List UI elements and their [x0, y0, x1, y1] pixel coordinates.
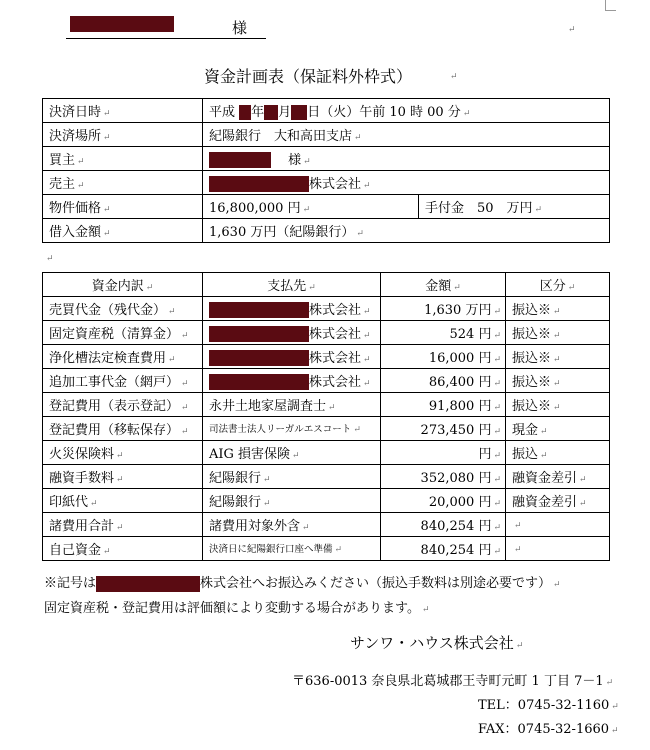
company-address: 〒636-0013 奈良県北葛城郡王寺町元町 1 丁目 7－1 ↵: [292, 674, 614, 689]
fund-item: 火災保険料 ↵: [43, 441, 203, 465]
settle-date-label: 決済日時 ↵: [43, 99, 203, 123]
table-row: [43, 465, 610, 489]
settle-place-label: 決済場所 ↵: [43, 123, 203, 147]
fund-payee: 株式会社 ↵: [203, 297, 381, 321]
buyer-redaction: [209, 152, 271, 168]
table-row: [43, 417, 610, 441]
document-title: 資金計画表（保証料外枠式）: [204, 67, 413, 86]
table-row: [43, 489, 610, 513]
loan-label: 借入金額 ↵: [43, 219, 203, 243]
table-row: [43, 537, 610, 561]
fund-category: 融資金差引 ↵: [506, 465, 610, 489]
company-name: サンワ・ハウス株式会社 ↵: [350, 634, 524, 652]
table-row: [43, 393, 610, 417]
table-row: [43, 369, 610, 393]
fund-category: 振込※ ↵: [506, 321, 610, 345]
settlement-info-table: [42, 98, 610, 243]
fund-category: 振込※ ↵: [506, 369, 610, 393]
funds-body: [43, 297, 610, 561]
payee-redaction: [209, 302, 309, 318]
header-amount: 金額 ↵: [381, 273, 506, 297]
fund-item: 諸費用合計 ↵: [43, 513, 203, 537]
payee-redaction: [209, 374, 309, 390]
company-fax: FAX：0745-32-1660 ↵: [478, 722, 619, 737]
fund-category: ↵: [506, 537, 610, 561]
table-row: [43, 219, 610, 243]
fund-item: 登記費用（移転保存） ↵: [43, 417, 203, 441]
fund-payee: 株式会社 ↵: [203, 369, 381, 393]
header-payee: 支払先 ↵: [203, 273, 381, 297]
settle-place-value: 紀陽銀行 大和高田支店 ↵: [203, 123, 610, 147]
fund-payee: 決済日に紀陽銀行口座へ準備 ↵: [203, 537, 381, 561]
fund-category: ↵: [506, 513, 610, 537]
table-row: [43, 297, 610, 321]
fund-amount: 840,254 円 ↵: [381, 513, 506, 537]
fund-amount: 91,800 円 ↵: [381, 393, 506, 417]
fund-amount: 86,400 円 ↵: [381, 369, 506, 393]
table-row: [43, 513, 610, 537]
fund-item: 登記費用（表示登記） ↵: [43, 393, 203, 417]
fund-payee: AIG 損害保険 ↵: [203, 441, 381, 465]
funds-table: [42, 272, 610, 561]
table-row: [43, 195, 610, 219]
paragraph-mark: ↵: [568, 25, 576, 35]
price-label: 物件価格 ↵: [43, 195, 203, 219]
fund-amount: 1,630 万円 ↵: [381, 297, 506, 321]
seller-redaction: [209, 176, 309, 192]
buyer-value: 様 ↵: [203, 147, 610, 171]
fund-item: 追加工事代金（網戸） ↵: [43, 369, 203, 393]
payee-redaction: [209, 326, 309, 342]
header-item: 資金内訳 ↵: [43, 273, 203, 297]
fund-item: 自己資金 ↵: [43, 537, 203, 561]
addressee-honorific: 様: [232, 19, 248, 37]
fund-category: 現金 ↵: [506, 417, 610, 441]
price-value: 16,800,000 円 ↵: [203, 195, 419, 219]
table-row: [43, 321, 610, 345]
payee-redaction: [209, 350, 309, 366]
note-transfer: ※記号は 株式会社へお振込みください（振込手数料は別途必要です） ↵: [44, 576, 561, 591]
fund-amount: 20,000 円 ↵: [381, 489, 506, 513]
seller-value: 株式会社 ↵: [203, 171, 610, 195]
fund-amount: 352,080 円 ↵: [381, 465, 506, 489]
header-category: 区分 ↵: [506, 273, 610, 297]
fund-category: 振込※ ↵: [506, 297, 610, 321]
fund-amount: 840,254 円 ↵: [381, 537, 506, 561]
table-row: [43, 171, 610, 195]
fund-payee: 株式会社 ↵: [203, 321, 381, 345]
page-corner-mark: [605, 0, 616, 11]
table-row: [43, 441, 610, 465]
note-variation: 固定資産税・登記費用は評価額により変動する場合があります。 ↵: [44, 601, 430, 616]
fund-amount: 16,000 円 ↵: [381, 345, 506, 369]
table-row: [43, 99, 610, 123]
table-row: [43, 123, 610, 147]
fund-item: 印紙代 ↵: [43, 489, 203, 513]
fund-payee: 永井土地家屋調査士 ↵: [203, 393, 381, 417]
fund-amount: 524 円 ↵: [381, 321, 506, 345]
fund-payee: 諸費用対象外含 ↵: [203, 513, 381, 537]
funds-header-row: [43, 273, 610, 297]
settle-date-value: 平成 年 月 日（火）午前 10 時 00 分 ↵: [203, 99, 610, 123]
fund-category: 融資金差引 ↵: [506, 489, 610, 513]
table-row: [43, 345, 610, 369]
fund-payee: 紀陽銀行 ↵: [203, 489, 381, 513]
loan-value: 1,630 万円（紀陽銀行） ↵: [203, 219, 610, 243]
paragraph-mark: ↵: [450, 72, 458, 82]
company-tel: TEL：0745-32-1160 ↵: [478, 698, 619, 713]
fund-category: 振込※ ↵: [506, 345, 610, 369]
seller-label: 売主 ↵: [43, 171, 203, 195]
fund-payee: 紀陽銀行 ↵: [203, 465, 381, 489]
fund-amount: 円 ↵: [381, 441, 506, 465]
fund-category: 振込 ↵: [506, 441, 610, 465]
buyer-label: 買主 ↵: [43, 147, 203, 171]
fund-category: 振込※ ↵: [506, 393, 610, 417]
fund-item: 浄化槽法定検査費用 ↵: [43, 345, 203, 369]
addressee-redaction: [70, 16, 174, 32]
fund-item: 融資手数料 ↵: [43, 465, 203, 489]
fund-item: 売買代金（残代金） ↵: [43, 297, 203, 321]
fund-payee: 株式会社 ↵: [203, 345, 381, 369]
fund-payee: 司法書士法人リーガルエスコート ↵: [203, 417, 381, 441]
fund-amount: 273,450 円 ↵: [381, 417, 506, 441]
table-row: [43, 147, 610, 171]
note-redaction: [96, 576, 200, 592]
deposit-value: 手付金 50 万円 ↵: [419, 195, 610, 219]
fund-item: 固定資産税（清算金） ↵: [43, 321, 203, 345]
paragraph-mark: ↵: [46, 254, 54, 264]
addressee-line: [66, 16, 266, 39]
